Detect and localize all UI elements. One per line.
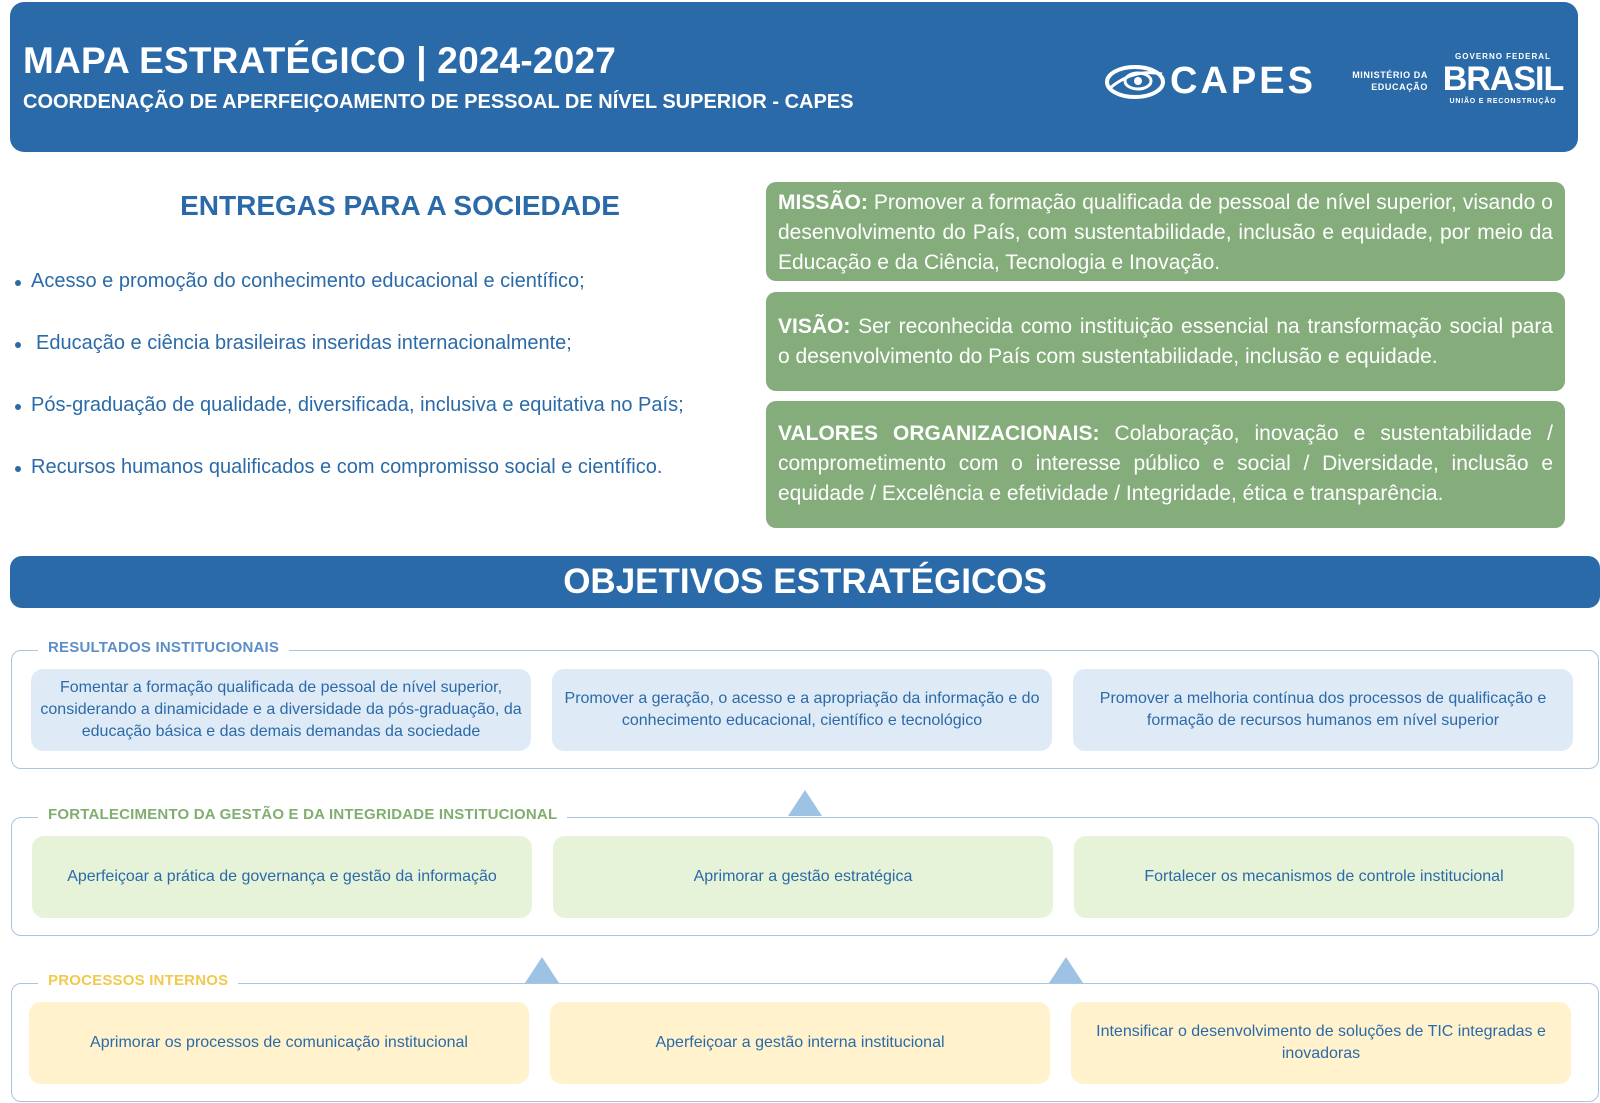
list-item: [12, 270, 684, 332]
gov-brasil-text: BRASIL: [1442, 60, 1564, 98]
visao-box: [766, 292, 1565, 391]
header-banner: [10, 2, 1578, 152]
visao-text: Ser reconhecida como instituição essencial na transformação social para o desenvolvimento do País com sustentabilidade, inclusão e equidade.: [778, 315, 1553, 368]
objective-card: Aprimorar a gestão estratégica: [553, 836, 1053, 918]
section-label: FORTALECIMENTO DA GESTÃO E DA INTEGRIDADE INSTITUCIONAL: [38, 806, 567, 823]
list-item: [12, 456, 684, 518]
missao-label: MISSÃO:: [778, 191, 868, 214]
missao-box: [766, 182, 1565, 281]
arrow-up-icon: [1049, 957, 1083, 983]
arrow-up-icon: [788, 790, 822, 816]
page-subtitle: COORDENAÇÃO DE APERFEIÇOAMENTO DE PESSOAL DE NÍVEL SUPERIOR - CAPES: [23, 91, 854, 113]
capes-emblem-icon: [1104, 58, 1166, 104]
ministry-line-2: EDUCAÇÃO: [1371, 82, 1428, 92]
page-title: MAPA ESTRATÉGICO | 2024-2027: [23, 40, 617, 81]
objective-card: Intensificar o desenvolvimento de soluções de TIC integradas e inovadoras: [1071, 1002, 1571, 1084]
arrow-up-icon: [525, 957, 559, 983]
bullet-icon: [15, 466, 21, 472]
bullet-icon: [15, 342, 21, 348]
gov-federal-text: GOVERNO FEDERAL: [1455, 52, 1551, 61]
section-label: RESULTADOS INSTITUCIONAIS: [38, 639, 289, 656]
entregas-title: ENTREGAS PARA A SOCIEDADE: [180, 190, 620, 221]
section-resultados: [11, 639, 1599, 769]
entregas-list: [12, 270, 684, 518]
list-item-text: Educação e ciência brasileiras inseridas internacionalmente;: [36, 332, 572, 354]
section-gestao: [11, 806, 1599, 936]
ministry-line-1: MINISTÉRIO DA: [1352, 70, 1428, 80]
gov-federal-logo: [1438, 52, 1568, 105]
valores-box: [766, 401, 1565, 528]
valores-label: VALORES ORGANIZACIONAIS:: [778, 422, 1100, 445]
objective-card: Aperfeiçoar a gestão interna institucional: [550, 1002, 1050, 1084]
objetivos-title: OBJETIVOS ESTRATÉGICOS: [10, 556, 1600, 608]
objective-card: Fomentar a formação qualificada de pessoal de nível superior, considerando a dinamicidade e a diversidade da pós-graduação, da educação básica e das demais demandas da sociedade: [31, 669, 531, 751]
list-item-text: Acesso e promoção do conhecimento educacional e científico;: [31, 270, 585, 292]
list-item-text: Pós-graduação de qualidade, diversificada, inclusiva e equitativa no País;: [31, 394, 684, 416]
objective-card: Promover a melhoria contínua dos processos de qualificação e formação de recursos humanos em nível superior: [1073, 669, 1573, 751]
bullet-icon: [15, 280, 21, 286]
visao-label: VISÃO:: [778, 315, 851, 338]
ministry-logo: [1344, 69, 1428, 93]
section-processos: [11, 972, 1599, 1102]
capes-logo: [1104, 58, 1324, 108]
list-item: [12, 332, 684, 394]
objective-card: Aprimorar os processos de comunicação institucional: [29, 1002, 529, 1084]
objective-card: Aperfeiçoar a prática de governança e gestão da informação: [32, 836, 532, 918]
capes-logo-text: CAPES: [1170, 60, 1316, 102]
section-label: PROCESSOS INTERNOS: [38, 972, 238, 989]
missao-text: Promover a formação qualificada de pessoal de nível superior, visando o desenvolvimento do País, com sustentabilidade, inclusão e equidade, por meio da Educação e da Ciência, Tecnologia e Inovação.: [778, 191, 1553, 274]
bullet-icon: [15, 404, 21, 410]
gov-slogan-text: UNIÃO E RECONSTRUÇÃO: [1449, 98, 1557, 105]
list-item: [12, 394, 684, 456]
list-item-text: Recursos humanos qualificados e com compromisso social e científico.: [31, 456, 663, 478]
valores-text: Colaboração, inovação e sustentabilidade / comprometimento com o interesse público e social / Diversidade, inclusão e equidade / Excelência e efetividade / Integridade, ética e transparência.: [778, 422, 1553, 505]
objective-card: Fortalecer os mecanismos de controle institucional: [1074, 836, 1574, 918]
objective-card: Promover a geração, o acesso e a apropriação da informação e do conhecimento educacional, científico e tecnológico: [552, 669, 1052, 751]
